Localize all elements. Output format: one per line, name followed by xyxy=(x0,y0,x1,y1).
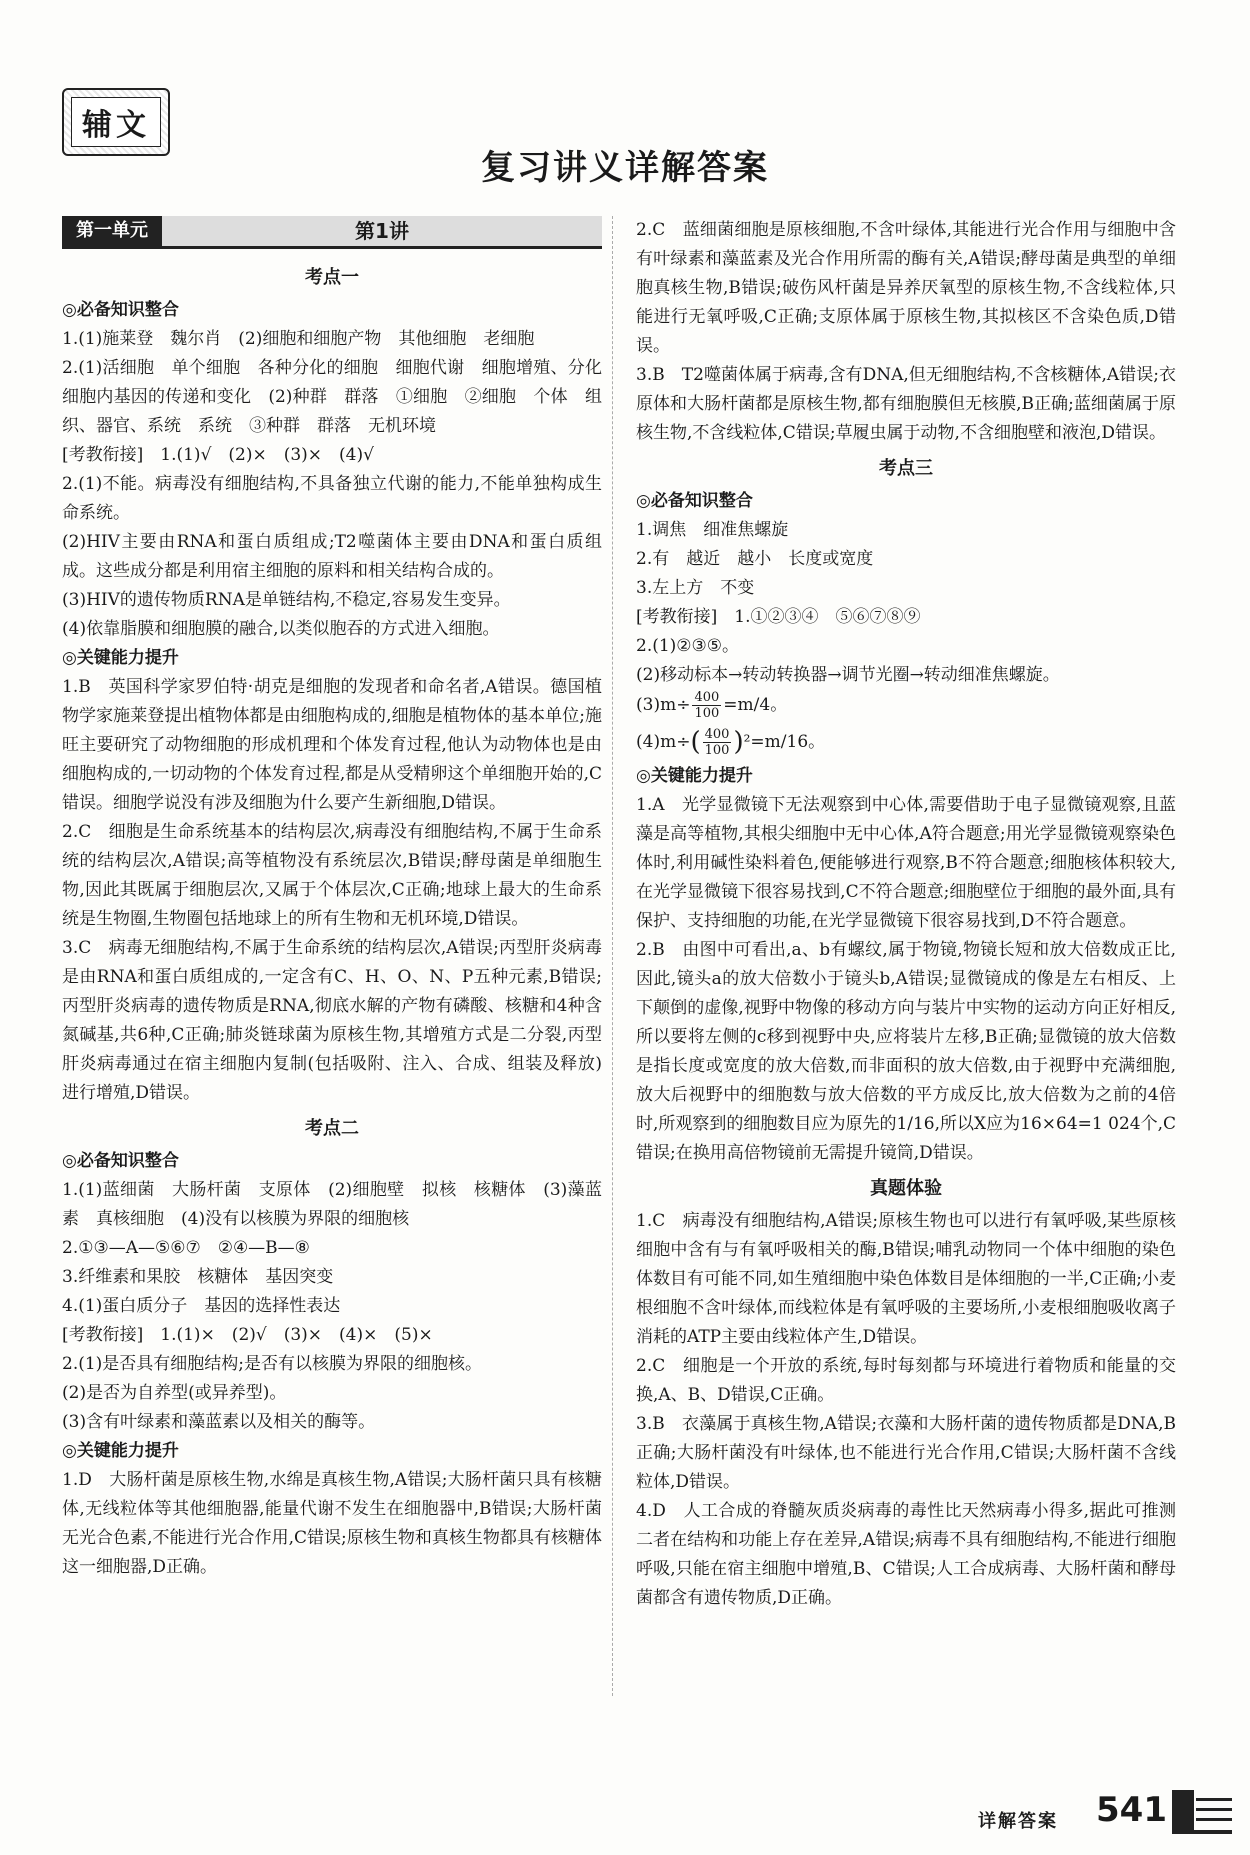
right-column-body-bottom xyxy=(636,762,1176,1613)
answer-paragraph: (3)HIV的遗传物质RNA是单链结构,不稳定,容易发生变异。 xyxy=(62,590,511,610)
corner-line xyxy=(1196,1818,1232,1821)
subsection-heading: ◎关键能力提升 xyxy=(62,1441,179,1461)
subsection-heading: ◎关键能力提升 xyxy=(62,648,179,668)
answer-paragraph: 2.B 由图中可看出,a、b有螺纹,属于物镜,物镜长短和放大倍数成正比,因此,镜头a的放大倍数小于镜头b,A错误;显微镜成的像是左右相反、上下颠倒的虚像,视野中物像的移动方向与装片中实物的运动方向正好相反,所以要将左侧的c移到视野中央,应将装片左移,B正确;显微镜的放大倍数是指长度或宽度的放大倍数,而非面积的放大倍数,由于视野中充满细胞,放大后视野中的细胞数与放大倍数的平方成反比,放大倍数为之前的4倍时,所观察到的细胞数目应为原先的1/16,所以X应为16×64=1 024个,C错误;在换用高倍物镜前无需提升镜筒,D错误。 xyxy=(636,940,1176,1163)
footer-label: 详解答案 xyxy=(978,1811,1058,1832)
answer-paragraph: 4.D 人工合成的脊髓灰质炎病毒的毒性比天然病毒小得多,据此可推测二者在结构和功能上存在差异,A错误;病毒不具有细胞结构,不能进行细胞呼吸,只能在宿主细胞中增殖,B、C错误;人工合成病毒、大肠杆菌和酵母菌都含有遗传物质,D正确。 xyxy=(636,1501,1176,1608)
answer-paragraph: 1.D 大肠杆菌是原核生物,水绵是真核生物,A错误;大肠杆菌只具有核糖体,无线粒体等其他细胞器,能量代谢不发生在细胞器中,B错误;大肠杆菌无光合色素,不能进行光合作用,C错误;原核生物和真核生物都具有核糖体这一细胞器,D正确。 xyxy=(62,1470,602,1577)
answer-paragraph: 1.(1)蓝细菌 大肠杆菌 支原体 (2)细胞壁 拟核 核糖体 (3)藻蓝素 真核细胞 (4)没有以核膜为界限的细胞核 xyxy=(62,1180,602,1229)
answer-paragraph: 3.B 衣藻属于真核生物,A错误;衣藻和大肠杆菌的遗传物质都是DNA,B正确;大肠杆菌没有叶绿体,也不能进行光合作用,C错误;大肠杆菌不含线粒体,D错误。 xyxy=(636,1414,1176,1492)
answer-paragraph: 2.C 细胞是生命系统基本的结构层次,病毒没有细胞结构,不属于生命系统的结构层次,A错误;高等植物没有系统层次,B错误;酵母菌是单细胞生物,因此其既属于细胞层次,又属于个体层次,C正确;地球上最大的生命系统是生物圈,生物圈包括地球上的所有生物和无机环境,D错误。 xyxy=(62,822,602,929)
answer-paragraph: (2)是否为自养型(或异养型)。 xyxy=(62,1383,287,1403)
answer-paragraph: (2)HIV主要由RNA和蛋白质组成;T2噬菌体主要由DNA和蛋白质组成。这些成分都是利用宿主细胞的原料和相关结构合成的。 xyxy=(62,532,602,581)
corner-block xyxy=(1172,1790,1194,1830)
answer-paragraph: 2.(1)是否具有细胞结构;是否有以核膜为界限的细胞核。 xyxy=(62,1354,483,1374)
section-heading: 真题体验 xyxy=(870,1178,942,1199)
column-divider xyxy=(612,216,613,1696)
fraction-numerator: 400 xyxy=(704,727,730,742)
answer-paragraph: 2.C 蓝细菌细胞是原核细胞,不含叶绿体,其能进行光合作用与细胞中含有叶绿素和藻蓝素及光合作用所需的酶有关,A错误;酵母菌是典型的单细胞真核生物,B错误;破伤风杆菌是异养厌氧型的原核生物,不含线粒体,只能进行无氧呼吸,C正确;支原体属于原核生物,其拟核区不含染色质,D错误。 xyxy=(636,220,1176,356)
formula-4 xyxy=(636,727,1176,758)
page-number: 541 xyxy=(1096,1790,1167,1830)
fraction-denominator: 100 xyxy=(704,743,730,758)
formula-4-suffix: ²=m/16。 xyxy=(743,732,826,752)
left-column-body xyxy=(62,263,619,1582)
badge-label: 辅文 xyxy=(71,97,161,147)
answer-paragraph: 1.调焦 细准焦螺旋 xyxy=(636,520,789,540)
subsection-heading: ◎必备知识整合 xyxy=(636,491,753,511)
fraction xyxy=(703,727,732,758)
answer-paragraph: 2.①③—A—⑤⑥⑦ ②④—B—⑧ xyxy=(62,1238,310,1258)
fraction-denominator: 100 xyxy=(694,706,720,721)
right-column xyxy=(636,216,1176,1613)
unit-header xyxy=(62,216,602,249)
subsection-heading: ◎必备知识整合 xyxy=(62,1151,179,1171)
unit-label: 第一单元 xyxy=(62,216,162,246)
answer-paragraph: 2.C 细胞是一个开放的系统,每时每刻都与环境进行着物质和能量的交换,A、B、D错误,C正确。 xyxy=(636,1356,1176,1405)
answer-paragraph: (2)移动标本→转动转换器→调节光圈→转动细准焦螺旋。 xyxy=(636,665,1060,685)
section-heading: 考点一 xyxy=(305,267,359,288)
fraction xyxy=(692,690,721,721)
lecture-label: 第1讲 xyxy=(162,216,602,246)
paren-open: ( xyxy=(690,727,701,757)
formula-3-suffix: =m/4。 xyxy=(723,695,788,715)
answer-paragraph: 1.C 病毒没有细胞结构,A错误;原核生物也可以进行有氧呼吸,某些原核细胞中含有与有氧呼吸相关的酶,B错误;哺乳动物同一个体中细胞的染色体数目有可能不同,如生殖细胞中染色体数目是体细胞的一半,C正确;小麦根细胞不含叶绿体,而线粒体是有氧呼吸的主要场所,小麦根细胞吸收离子消耗的ATP主要由线粒体产生,D错误。 xyxy=(636,1211,1176,1347)
answer-paragraph: 3.B T2噬菌体属于病毒,含有DNA,但无细胞结构,不含核糖体,A错误;衣原体和大肠杆菌都是原核生物,都有细胞膜但无核膜,B正确;蓝细菌属于原核生物,不含线粒体,C错误;草履虫属于动物,不含细胞壁和液泡,D错误。 xyxy=(636,365,1176,443)
paren-close: ) xyxy=(733,727,744,757)
answer-paragraph: 2.(1)②③⑤。 xyxy=(636,636,740,656)
answer-paragraph: 1.B 英国科学家罗伯特·胡克是细胞的发现者和命名者,A错误。德国植物学家施莱登提出植物体都是由细胞构成的,细胞是植物体的基本单位;施旺主要研究了动物细胞的形成机理和个体发育过程,他认为动物体也是由细胞构成的,一切动物的个体发育过程,都是从受精卵这个单细胞开始的,C错误。细胞学说没有涉及细胞为什么要产生新细胞,D错误。 xyxy=(62,677,602,813)
corner-decoration xyxy=(1172,1790,1232,1834)
formula-3 xyxy=(636,690,1176,721)
answer-paragraph: 3.左上方 不变 xyxy=(636,578,755,598)
answer-paragraph: 1.A 光学显微镜下无法观察到中心体,需要借助于电子显微镜观察,且蓝藻是高等植物,其根尖细胞中无中心体,A符合题意;用光学显微镜观察染色体时,利用碱性染料着色,便能够进行观察,B不符合题意;细胞核体积较大,在光学显微镜下很容易找到,C不符合题意;细胞壁位于细胞的最外面,具有保护、支持细胞的功能,在光学显微镜下很容易找到,D不符合题意。 xyxy=(636,795,1176,931)
answer-paragraph: [考教衔接] 1.①②③④ ⑤⑥⑦⑧⑨ xyxy=(636,607,921,627)
page-title: 复习讲义详解答案 xyxy=(481,148,769,188)
fraction-numerator: 400 xyxy=(694,690,720,705)
answer-paragraph: 2.(1)活细胞 单个细胞 各种分化的细胞 细胞代谢 细胞增殖、分化 细胞内基因的传递和变化 (2)种群 群落 ①细胞 ②细胞 个体 组织、器官、系统 系统 ③种群 群落 无机环境 xyxy=(62,358,619,436)
answer-paragraph: 3.C 病毒无细胞结构,不属于生命系统的结构层次,A错误;丙型肝炎病毒是由RNA和蛋白质组成的,一定含有C、H、O、N、P五种元素,B错误;丙型肝炎病毒的遗传物质是RNA,彻底水解的产物有磷酸、核糖和4种含氮碱基,共6种,C正确;肺炎链球菌为原核生物,其增殖方式是二分裂,丙型肝炎病毒通过在宿主细胞内复制(包括吸附、注入、合成、组装及释放)进行增殖,D错误。 xyxy=(62,938,602,1103)
answer-paragraph: [考教衔接] 1.(1)× (2)√ (3)× (4)× (5)× xyxy=(62,1325,433,1345)
subsection-heading: ◎必备知识整合 xyxy=(62,300,179,320)
section-heading: 考点三 xyxy=(879,458,933,479)
answer-paragraph: 4.(1)蛋白质分子 基因的选择性表达 xyxy=(62,1296,341,1316)
subsection-heading: ◎关键能力提升 xyxy=(636,766,753,786)
formula-3-prefix: (3)m÷ xyxy=(636,695,691,715)
answer-paragraph: 2.(1)不能。病毒没有细胞结构,不具备独立代谢的能力,不能单独构成生命系统。 xyxy=(62,474,602,523)
section-heading: 考点二 xyxy=(305,1118,359,1139)
corner-line xyxy=(1196,1808,1232,1811)
formula-4-prefix: (4)m÷ xyxy=(636,732,691,752)
answer-paragraph: (4)依靠脂膜和细胞膜的融合,以类似胞吞的方式进入细胞。 xyxy=(62,619,500,639)
answer-paragraph: [考教衔接] 1.(1)√ (2)× (3)× (4)√ xyxy=(62,445,374,465)
answer-paragraph: 2.有 越近 越小 长度或宽度 xyxy=(636,549,874,569)
left-column xyxy=(62,216,619,1582)
right-column-body-top xyxy=(636,216,1176,690)
answer-paragraph: (3)含有叶绿素和藻蓝素以及相关的酶等。 xyxy=(62,1412,376,1432)
answer-paragraph: 1.(1)施莱登 魏尔肖 (2)细胞和细胞产物 其他细胞 老细胞 xyxy=(62,329,535,349)
corner-line xyxy=(1196,1798,1232,1801)
answer-paragraph: 3.纤维素和果胶 核糖体 基因突变 xyxy=(62,1267,334,1287)
